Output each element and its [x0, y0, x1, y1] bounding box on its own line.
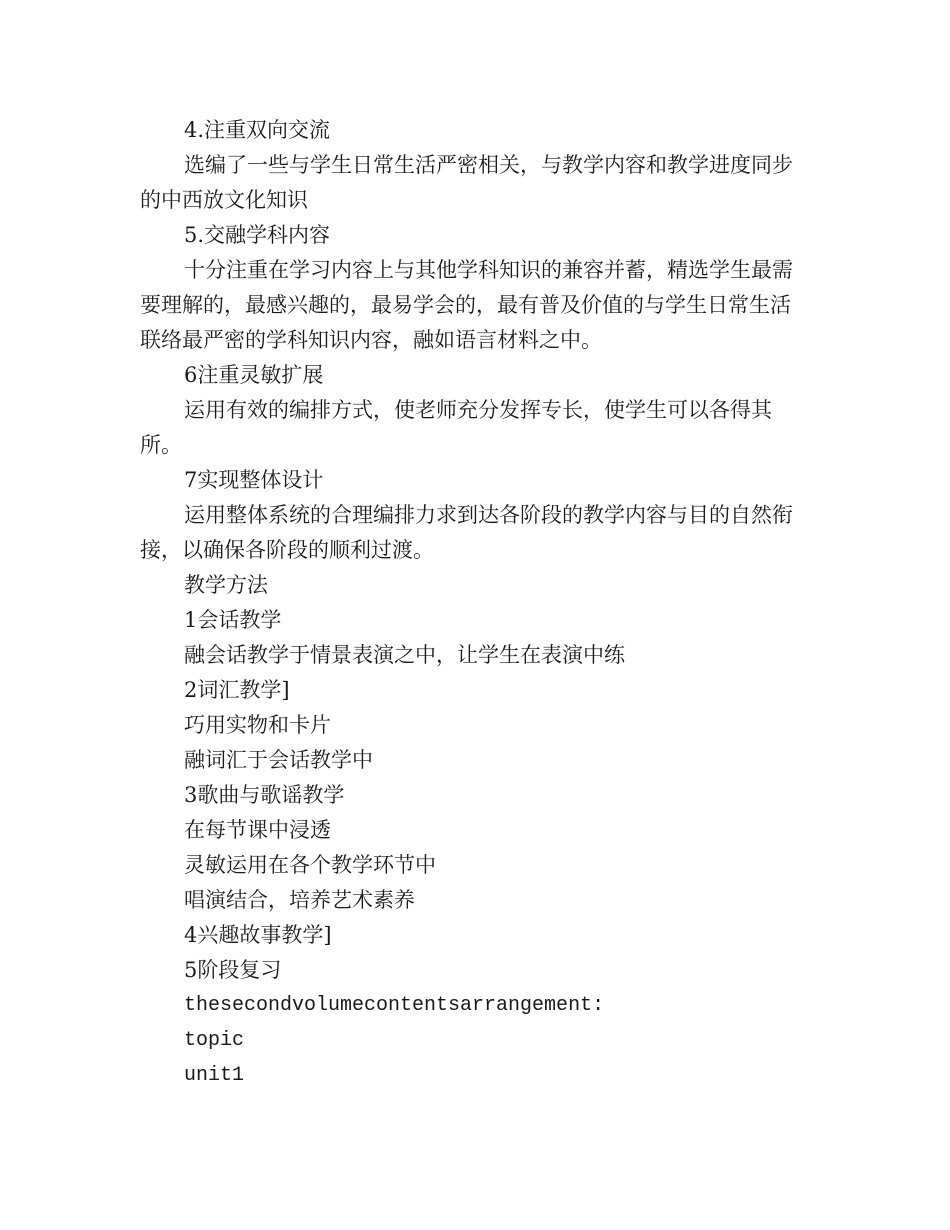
- method-item: 2词汇教学]: [184, 678, 290, 702]
- english-line: thesecondvolumecontentsarrangement:: [184, 994, 605, 1017]
- section-heading: 5.交融学科内容: [184, 223, 331, 247]
- method-description: 巧用实物和卡片: [184, 713, 331, 737]
- method-item: 5阶段复习: [184, 958, 282, 982]
- section-heading: 7实现整体设计: [184, 468, 324, 492]
- method-description: 融词汇于会话教学中: [184, 748, 373, 772]
- document-body: [140, 113, 810, 1093]
- method-description: 融会话教学于情景表演之中，让学生在表演中练: [184, 643, 625, 667]
- method-item: 4兴趣故事教学]: [184, 923, 332, 947]
- method-item: 3歌曲与歌谣教学: [184, 783, 345, 807]
- section-paragraph: 十分注重在学习内容上与其他学科知识的兼容并蓄，精选学生最需要理解的，最感兴趣的，最易学会的，最有普及价值的与学生日常生活联络最严密的学科知识内容，融如语言材料之中。: [140, 258, 793, 352]
- section-paragraph: 选编了一些与学生日常生活严密相关，与教学内容和教学进度同步的中西放文化知识: [140, 153, 793, 212]
- methods-title: 教学方法: [184, 573, 268, 597]
- section-paragraph: 运用整体系统的合理编排力求到达各阶段的教学内容与目的自然衔接，以确保各阶段的顺利过渡。: [140, 503, 793, 562]
- section-heading: 6注重灵敏扩展: [184, 363, 324, 387]
- method-description: 在每节课中浸透: [184, 818, 331, 842]
- method-item: 1会话教学: [184, 608, 282, 632]
- method-description: 灵敏运用在各个教学环节中: [184, 853, 436, 877]
- section-paragraph: 运用有效的编排方式，使老师充分发挥专长，使学生可以各得其所。: [140, 398, 772, 457]
- english-line: topic: [184, 1029, 245, 1052]
- english-line: unit1: [184, 1064, 245, 1087]
- method-description: 唱演结合，培养艺术素养: [184, 888, 415, 912]
- section-heading: 4.注重双向交流: [184, 118, 331, 142]
